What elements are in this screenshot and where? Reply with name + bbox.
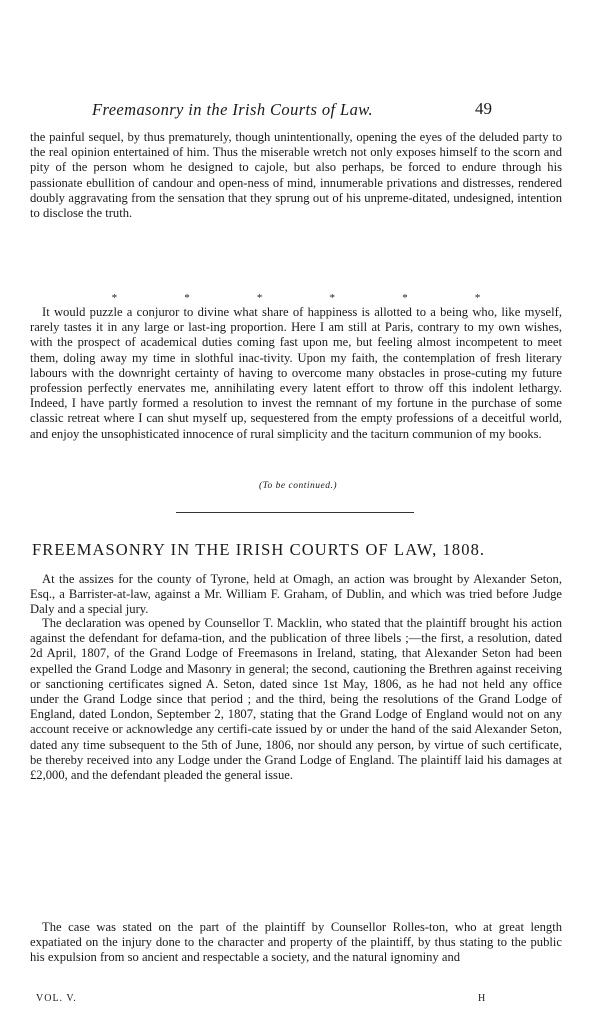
volume-mark: VOL. V. xyxy=(36,993,77,1004)
asterisk: * xyxy=(329,292,336,304)
asterisk: * xyxy=(402,292,408,304)
paragraph-paris: It would puzzle a conjuror to divine what share of happiness is allotted to a being who, like myself, rarely tastes it in any large or last-ing proportion. Here I am still at Paris, contrary to my own wishes, with the prospect of academical duties coming fast upon me, but feeling almost incompetent to meet them, doling away my time in slothful inac-tivity. Upon my faith, the contemplation of fresh literary labours with the downright certainty of having to overcome many obstacles in prose-cuting my future profession perfectly enervates me, annihilating every latent effort to throw off this indolent lethargy. Indeed, I have partly formed a resolution to invest the remnant of my fortune in the purchase of some classic retreat where I can shut myself up, sequestered from the empty professions of a deceitful world, and enjoy the unsophisticated innocence of rural simplicity and the taciturn communion of my books. xyxy=(30,305,562,441)
paragraph-declaration: The declaration was opened by Counsellor T. Macklin, who stated that the plaintiff brought his action against the defendant for defama-tion, and the publication of three libels ;—the first, a resolution, dated 2d April, 1807, of the Grand Lodge of Freemasons in Ireland, stating, that Alexander Seton had been expelled the Grand Lodge and Masonry in general; the second, cautioning the Brethren against receiving or sanctioning certificates signed A. Seton, dated since 1st May, 1806, as he had not held any office under the Grand Lodge since that period ; and the third, being the resolutions of the Grand Lodge of England, dated London, September 2, 1807, stating that the Grand Lodge of England would not on any account receive or acknowledge any certifi-cate issued by or under the hand of the said Alexander Seton, dated any time subsequent to the 5th of June, 1806, nor should any person, by virtue of such certificate, be thereby received into any Lodge under the Grand Lodge of England. The plaintiff laid his damages at £2,000, and the defendant pleaded the general issue. xyxy=(30,616,562,783)
signature-mark: H xyxy=(478,993,486,1004)
paragraph-continuation: the painful sequel, by thus prematurely, though unintentionally, opening the eyes of the deluded party to the real opinion entertained of him. Thus the miserable wretch not only exposes himself to the scorn and pity of the person whom he designed to cajole, but also perhaps, be forced to endure through his passionate ebullition of candour and open-ness of mind, innumerable privations and distresses, rendered doubly aggravating from the sensation that they sprung out of his unpreme-ditated, undesigned, intention to disclose the truth. xyxy=(30,130,562,221)
asterisk: * xyxy=(474,292,481,304)
running-title: Freemasonry in the Irish Courts of Law. xyxy=(92,100,373,119)
asterisk: * xyxy=(111,292,118,304)
asterisk-separator xyxy=(30,292,562,304)
paragraph-case-stated: The case was stated on the part of the plaintiff by Counsellor Rolles-ton, who at great length expatiated on the injury done to the character and property of the plaintiff, by thus stating to the public his expulsion from so ancient and respectable a society, and the natural ignominy and xyxy=(30,920,562,965)
running-head xyxy=(0,100,596,122)
asterisk: * xyxy=(256,292,263,304)
page-number: 49 xyxy=(475,99,492,118)
page-footer xyxy=(0,993,596,1009)
paragraph-assizes: At the assizes for the county of Tyrone, held at Omagh, an action was brought by Alexander Seton, Esq., a Barrister-at-law, against a Mr. William F. Graham, of Dublin, and which was tried before Judge Daly and a special jury. xyxy=(30,572,562,617)
asterisk: * xyxy=(184,292,190,304)
section-divider xyxy=(176,512,414,513)
to-be-continued-note: (To be continued.) xyxy=(258,481,338,491)
section-heading: FREEMASONRY IN THE IRISH COURTS OF LAW, 1808. xyxy=(32,540,486,559)
